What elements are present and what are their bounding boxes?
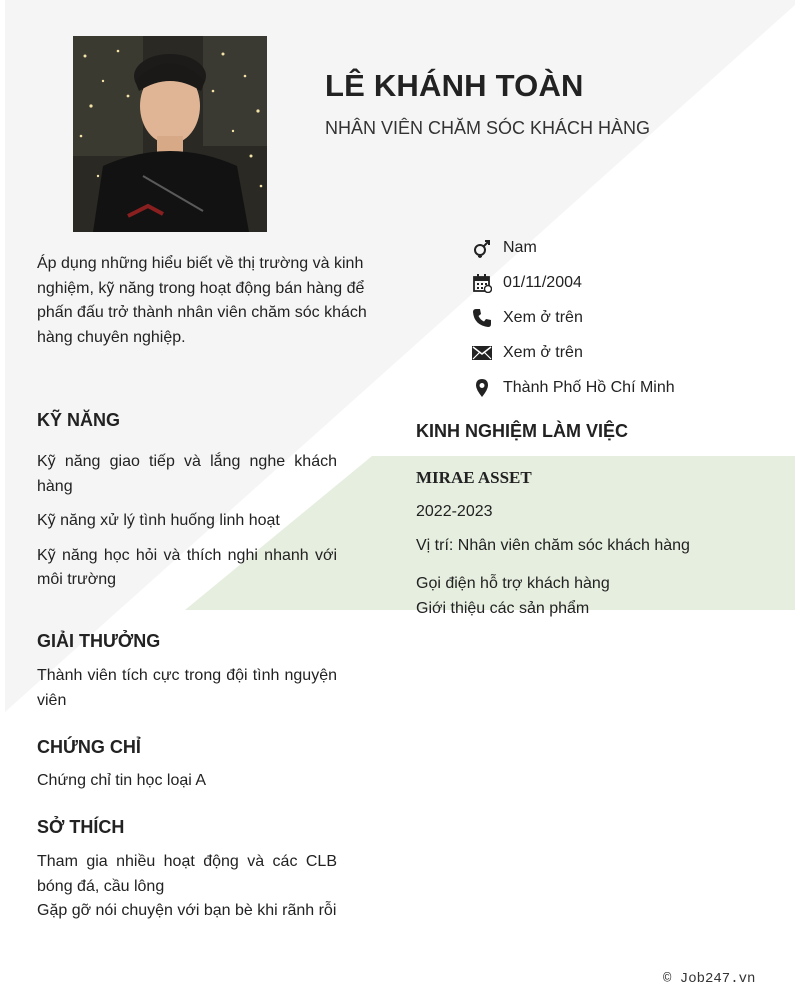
phone-icon bbox=[472, 308, 492, 328]
hobby-item: Gặp gỡ nói chuyện với bạn bè khi rãnh rỗi bbox=[37, 902, 337, 919]
job-title: NHÂN VIÊN CHĂM SÓC KHÁCH HÀNG bbox=[325, 118, 651, 138]
contact-address-value: Thành Phố Hồ Chí Minh bbox=[503, 378, 675, 396]
experience-desc-item: Giới thiệu các sản phẩm bbox=[416, 599, 590, 617]
contact-phone bbox=[472, 300, 675, 335]
contact-gender bbox=[472, 230, 675, 265]
experience-title: KINH NGHIỆM LÀM VIỆC bbox=[416, 421, 629, 441]
career-objective: Áp dụng những hiểu biết về thị trường và kinh nghiệm, kỹ năng trong hoạt động bán hàng để phấn đấu trở thành nhân viên chăm sóc khách hàng chuyên nghiệp. bbox=[37, 255, 367, 346]
experience-years: 2022-2023 bbox=[416, 503, 493, 520]
contact-email bbox=[472, 335, 675, 370]
awards-title: GIẢI THƯỞNG bbox=[37, 631, 161, 651]
awards-text: Thành viên tích cực trong đội tình nguyện viên bbox=[37, 667, 337, 709]
location-pin-icon bbox=[472, 378, 492, 398]
skill-item: Kỹ năng giao tiếp và lắng nghe khách hàng bbox=[37, 453, 337, 495]
gender-icon bbox=[472, 238, 492, 258]
experience-role: Vị trí: Nhân viên chăm sóc khách hàng bbox=[416, 537, 690, 554]
mail-icon bbox=[472, 343, 492, 363]
experience-description bbox=[416, 572, 610, 621]
skills-title: KỸ NĂNG bbox=[37, 410, 121, 430]
contact-info bbox=[472, 230, 675, 405]
contact-email-value: Xem ở trên bbox=[503, 343, 583, 361]
skill-item: Kỹ năng xử lý tình huống linh hoạt bbox=[37, 512, 280, 529]
hobbies-title: SỞ THÍCH bbox=[37, 817, 125, 837]
skills-list bbox=[37, 450, 337, 603]
skill-item: Kỹ năng học hỏi và thích nghi nhanh với môi trường bbox=[37, 546, 337, 588]
experience-desc-item: Gọi điện hỗ trợ khách hàng bbox=[416, 575, 610, 592]
footer-copyright: © Job247.vn bbox=[663, 971, 756, 987]
contact-gender-value: Nam bbox=[503, 238, 537, 256]
hobbies-text bbox=[37, 850, 337, 924]
hobby-item: Tham gia nhiều hoạt động và các CLB bóng đá, cầu lông bbox=[37, 853, 337, 895]
contact-birthday bbox=[472, 265, 675, 300]
company-name: MIRAE ASSET bbox=[416, 468, 532, 487]
contact-address bbox=[472, 370, 675, 405]
certificates-title: CHỨNG CHỈ bbox=[37, 737, 141, 757]
candidate-name: LÊ KHÁNH TOÀN bbox=[325, 68, 584, 103]
certificates-text: Chứng chỉ tin học loại A bbox=[37, 772, 207, 789]
profile-photo bbox=[73, 36, 267, 232]
calendar-icon bbox=[472, 273, 492, 293]
contact-birthday-value: 01/11/2004 bbox=[503, 273, 582, 291]
contact-phone-value: Xem ở trên bbox=[503, 308, 583, 326]
